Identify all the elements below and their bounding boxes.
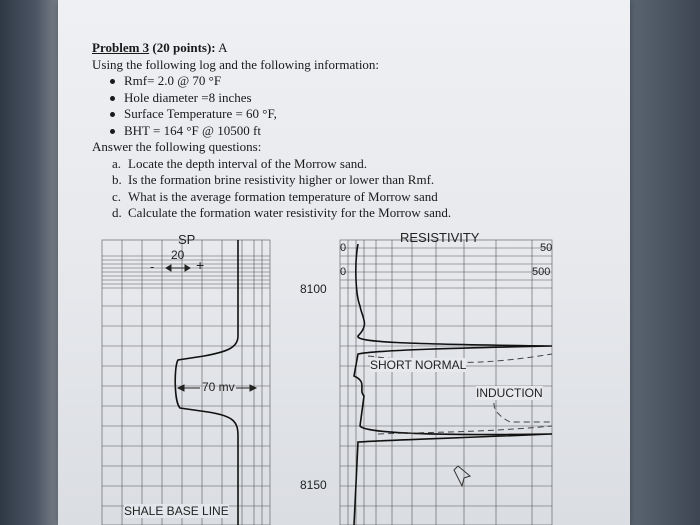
depth-label-8100: 8100 (300, 282, 327, 296)
resistivity-header: RESISTIVITY (400, 230, 480, 245)
given-info-list (92, 73, 612, 139)
question-d: d. Calculate the formation water resistivity for the Morrow sand. (112, 205, 452, 220)
question-a: a. Locate the depth interval of the Morrow sand. (112, 155, 367, 171)
question-b: b. Is the formation brine resistivity higher or lower than Rmf. (112, 172, 435, 187)
short-normal-curve (354, 244, 552, 525)
question-list (92, 156, 612, 222)
sp-deflection-label: 70 mv (202, 380, 235, 394)
background-left (0, 0, 60, 525)
problem-points: (20 points): (152, 40, 216, 55)
shale-base-line-label: SHALE BASE LINE (124, 504, 229, 518)
resistivity-track-grid (340, 240, 552, 525)
sp-plus-sign: + (196, 257, 205, 273)
sp-track-grid (102, 240, 270, 525)
res-scale-right-top: 50 (540, 242, 553, 254)
res-scale-left-top: 0 (340, 242, 347, 254)
background-right (630, 0, 700, 525)
given-hole-diameter: Hole diameter =8 inches (110, 90, 612, 107)
problem-number: Problem 3 (92, 40, 150, 55)
sp-minus-sign: - (150, 259, 155, 274)
res-scale-right-bottom: 500 (532, 266, 551, 278)
problem-title (92, 40, 612, 57)
sp-scale-value: 20 (171, 248, 185, 262)
induction-label: INDUCTION (476, 386, 543, 400)
pencil-mark (454, 466, 470, 486)
answer-intro: Answer the following questions: (92, 139, 262, 154)
well-log-figure (58, 226, 630, 525)
sp-header: SP (178, 232, 196, 247)
problem-title-tail: A (218, 40, 228, 55)
given-surface-temp: Surface Temperature = 60 °F, (110, 106, 612, 123)
paper-sheet (58, 0, 630, 525)
problem-text (92, 40, 612, 222)
problem-intro: Using the following log and the following information: (92, 56, 380, 72)
question-c: c. What is the average formation temperature of Morrow sand (112, 188, 438, 204)
sp-scale-arrow (166, 265, 190, 271)
short-normal-label: SHORT NORMAL (370, 358, 467, 372)
res-scale-left-bottom: 0 (340, 266, 347, 278)
given-bht: BHT = 164 °F @ 10500 ft (110, 123, 612, 140)
depth-label-8150: 8150 (300, 478, 327, 492)
given-rmf: Rmf= 2.0 @ 70 °F (110, 73, 612, 90)
